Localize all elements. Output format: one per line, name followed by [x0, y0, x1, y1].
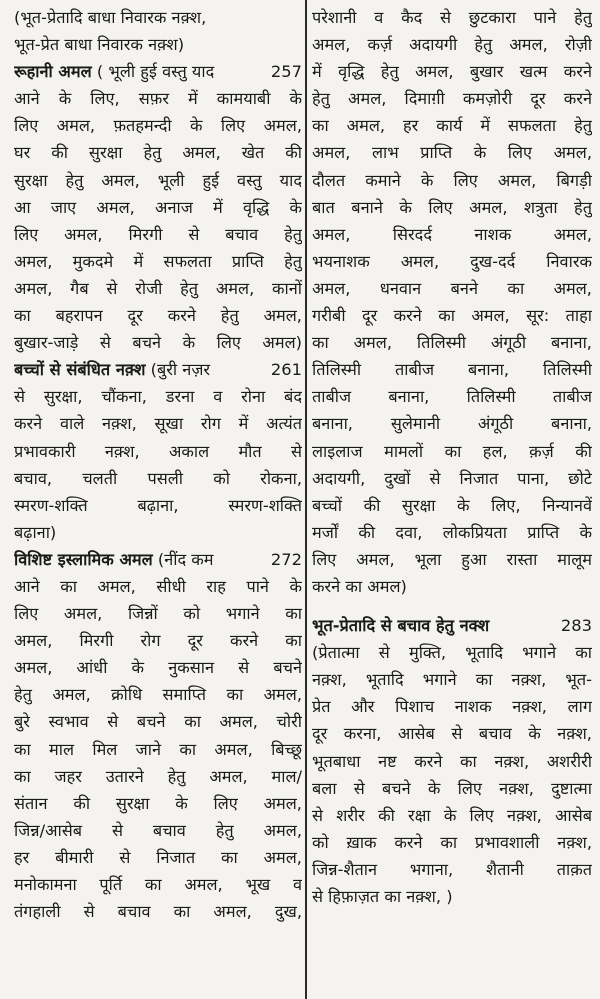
- right-column: [312, 4, 592, 910]
- text-line: जिन्न/आसेब से बचाव हेतु अमल,: [14, 820, 302, 840]
- text-line: को ख़ाक करने का प्रभावशाली नक़्श,: [312, 832, 592, 852]
- text-line: प्रभावकारी नक़्श, अकाल मौत से: [14, 441, 302, 461]
- text-line: तंगहाली से बचाव का अमल, दुख,: [14, 902, 302, 922]
- text-line: तिलिस्मी ताबीज बनाना, तिलिस्मी: [312, 360, 592, 380]
- page-number: 283: [560, 616, 592, 636]
- text-line: अमल, कर्ज़ अदायगी हेतु अमल, रोज़ी: [312, 35, 592, 55]
- text-line: हेतु अमल, दिमाग़ी कमज़ोरी दूर करने: [312, 89, 592, 109]
- text-line: घर की सुरक्षा हेतु अमल, खेत की: [14, 143, 302, 163]
- intro-line: (भूत-प्रेतादि बाधा निवारक नक़्श,: [14, 8, 207, 27]
- text-line: बात बनाने के लिए अमल, शत्रुता हेतु: [312, 197, 592, 217]
- section-title-tail: ( भूली हुई वस्तु याद: [96, 62, 215, 82]
- text-line: का माल मिल जाने का अमल, बिच्छू: [14, 739, 302, 759]
- text-line: अमल, सिरदर्द नाशक अमल,: [312, 224, 592, 244]
- section-title-tail: (नींद कम: [157, 549, 214, 569]
- text-line: संतान की सुरक्षा के लिए अमल,: [14, 793, 302, 813]
- text-line: स्मरण-शक्ति बढ़ाना, स्मरण-शक्ति: [14, 495, 302, 515]
- text-line: अमल, मिरगी रोग दूर करने का: [14, 631, 302, 651]
- text-line: करने वाले नक़्श, सूखा रोग में अत्यंत: [14, 414, 302, 434]
- text-line: अमल, आंधी के नुकसान से बचने: [14, 658, 302, 678]
- text-line: दूर करना, आसेब से बचाव के नक़्श,: [312, 724, 592, 744]
- section-heading: [14, 546, 302, 573]
- text-line: लिए अमल, मिरगी से बचाव हेतु: [14, 224, 302, 244]
- text-line: में वृद्धि हेतु अमल, बुखार खत्म करने: [312, 62, 592, 82]
- text-line: मर्जों की दवा, लोकप्रियता प्राप्ति के: [312, 522, 592, 542]
- section-title: बच्चों से संबंधित नक़्श: [14, 360, 146, 380]
- text-line: मनोकामना पूर्ति का अमल, भूख व: [14, 875, 302, 894]
- text-line: अमल, मुकदमे में सफलता प्राप्ति हेतु: [14, 251, 302, 271]
- text-line: से सुरक्षा, चौंकना, डरना व रोना बंद: [14, 387, 302, 407]
- text-line: हेतु अमल, क्रोधि समाप्ति का अमल,: [14, 685, 302, 705]
- text-line: बुखार-जाड़े से बचने के लिए अमल): [14, 333, 302, 353]
- text-line: का अमल, हर कार्य में सफलता हेतु: [312, 116, 592, 136]
- text-line: (प्रेतात्मा से मुक्ति, भूतादि भगाने का: [312, 643, 592, 663]
- text-line: अमल, धनवान बनने का अमल,: [312, 278, 592, 298]
- text-line: का जहर उतारने हेतु अमल, माल/: [14, 766, 302, 786]
- section-heading: [14, 356, 302, 383]
- text-line: से हिफ़ाज़त का नक़्श, ): [312, 887, 453, 906]
- text-line: आने के लिए, सफ़र में कामयाबी के: [14, 89, 302, 109]
- section-title: विशिष्ट इस्लामिक अमल: [14, 549, 153, 569]
- text-line: बनाना, सुलेमानी अंगूठी बनाना,: [312, 414, 592, 434]
- text-line: भूतबाधा नष्ट करने का नक़्श, अशरीरी: [312, 751, 592, 771]
- text-line: हर बीमारी से निजात का अमल,: [14, 847, 302, 867]
- text-line: बच्चों की सुरक्षा के लिए, निन्यानवें: [312, 495, 592, 515]
- text-line: लिए अमल, जिन्नों को भगाने का: [14, 604, 302, 624]
- text-line: प्रेत और पिशाच नाशक नक़्श, लाग: [312, 697, 592, 717]
- text-line: लाइलाज मामलों का हल, क़र्ज़ की: [312, 441, 592, 461]
- text-line: आने का अमल, सीधी राह पाने के: [14, 576, 302, 596]
- text-line: बचाव, चलती पसली को रोकना,: [14, 468, 302, 488]
- text-line: दौलत कमाने के लिए अमल, बिगड़ी: [312, 170, 592, 190]
- text-line: सुरक्षा हेतु अमल, भूली हुई वस्तु याद: [14, 170, 302, 190]
- text-line: परेशानी व कैद से छुटकारा पाने हेतु: [312, 8, 592, 27]
- column-divider: [305, 0, 307, 999]
- text-line: नक़्श, भूतादि भगाने का नक़्श, भूत-: [312, 670, 592, 690]
- page-number: 272: [270, 549, 302, 569]
- text-line: अदायगी, दुखों से निजात पाना, छोटे: [312, 468, 592, 488]
- text-line: ताबीज बनाना, तिलिस्मी ताबीज: [312, 387, 592, 407]
- text-line: करने का अमल): [312, 576, 407, 596]
- text-line: बढ़ाना): [14, 522, 57, 542]
- text-line: का अमल, तिलिस्मी अंगूठी बनाना,: [312, 333, 592, 353]
- text-line: का बहरापन दूर करने हेतु अमल,: [14, 306, 302, 326]
- text-line: लिए अमल, भूला हुआ रास्ता मालूम: [312, 549, 592, 569]
- text-line: से शरीर की रक्षा के लिए नक़्श, आसेब: [312, 805, 592, 825]
- text-line: आ जाए अमल, अनाज में वृद्धि के: [14, 197, 302, 217]
- section-heading: [312, 612, 592, 639]
- page-number: 261: [270, 360, 302, 380]
- text-line: अमल, गैब से रोजी हेतु अमल, कानों: [14, 278, 302, 298]
- text-line: गरीबी दूर करने का अमल, सूर: ताहा: [312, 306, 592, 326]
- text-line: जिन्न-शैतान भगाना, शैतानी ताक़त: [312, 859, 592, 879]
- page-number: 257: [270, 62, 302, 82]
- section-heading: [14, 58, 302, 85]
- text-line: बला से बचने के लिए नक़्श, दुष्टात्मा: [312, 778, 592, 798]
- left-column: [14, 4, 302, 925]
- text-line: भयनाशक अमल, दुख-दर्द निवारक: [312, 251, 592, 271]
- section-title: रूहानी अमल: [14, 62, 92, 82]
- section-title: भूत-प्रेतादि से बचाव हेतु नक्श: [312, 616, 490, 636]
- text-line: लिए अमल, फ़तहमन्दी के लिए अमल,: [14, 116, 302, 136]
- section-title-tail: (बुरी नज़र: [150, 360, 211, 380]
- intro-line: भूत-प्रेत बाधा निवारक नक़्श): [14, 35, 185, 55]
- text-line: अमल, लाभ प्राप्ति के लिए अमल,: [312, 143, 592, 163]
- text-line: बुरे स्वभाव से बचने का अमल, चोरी: [14, 712, 302, 732]
